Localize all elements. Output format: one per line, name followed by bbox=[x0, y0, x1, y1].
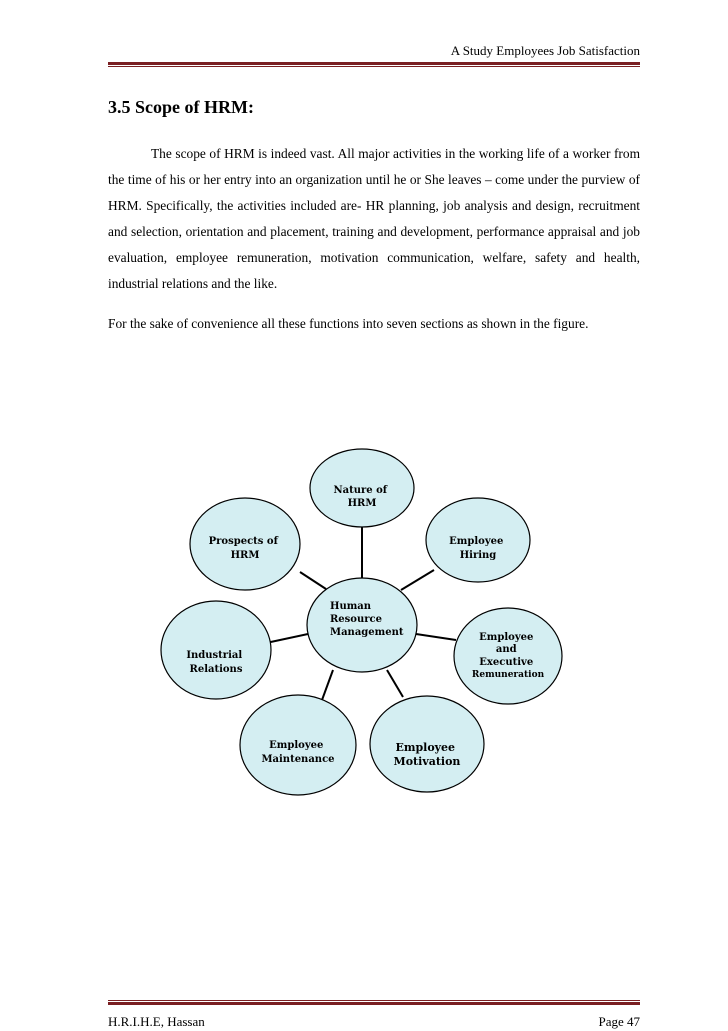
node-industrial-relations bbox=[161, 601, 271, 699]
running-header: A Study Employees Job Satisfaction bbox=[450, 43, 640, 58]
center-node bbox=[307, 578, 417, 672]
node-employee-motivation-label: Employee Motivation bbox=[393, 741, 461, 768]
node-nature-of-hrm-label: Nature of HRM bbox=[333, 485, 388, 509]
node-prospects-of-hrm-label: Prospects of HRM bbox=[208, 536, 278, 561]
connector-hiring bbox=[401, 570, 434, 590]
node-remuneration-shape bbox=[454, 608, 562, 704]
node-employee-motivation bbox=[370, 696, 484, 792]
node-employee-hiring bbox=[426, 498, 530, 582]
connector-relations bbox=[266, 634, 308, 643]
node-industrial-relations-label: Industrial Relations bbox=[186, 650, 243, 675]
connector-maintenance bbox=[322, 670, 333, 700]
center-node-shape bbox=[307, 578, 417, 672]
footer-institution: H.R.I.H.E, Hassan bbox=[108, 1014, 205, 1029]
center-node-label: Human Resource Management bbox=[330, 601, 404, 638]
connector-remuneration bbox=[416, 634, 456, 640]
node-employee-maintenance bbox=[240, 695, 356, 795]
connector-prospects bbox=[300, 572, 326, 589]
scope-paragraph: The scope of HRM is indeed vast. All major activities in the working life of a worker from the time of his or her entry into an organization until he or She leaves – come under the purview of HRM. Specifically, the activities included are- HR planning, job analysis and design, recruitment and selection, orientation and placement, training and development, performance appraisal and job evaluation, employee remuneration, motivation communication, welfare, safety and health, industrial relations and the like. bbox=[108, 146, 640, 291]
node-employee-hiring-label: Employee Hiring bbox=[449, 536, 504, 561]
page-number: Page 47 bbox=[598, 1014, 640, 1029]
node-employee-executive-remuneration bbox=[454, 608, 562, 704]
node-remuneration-label: Employee and Executive Remuneration bbox=[471, 632, 545, 680]
footer-rule-thick bbox=[108, 1002, 640, 1005]
section-title: 3.5 Scope of HRM: bbox=[108, 97, 254, 117]
footer-rule-thin bbox=[108, 1000, 640, 1001]
connector-motivation bbox=[387, 670, 403, 697]
node-employee-maintenance-label: Employee Maintenance bbox=[261, 740, 335, 765]
node-prospects-of-hrm bbox=[190, 498, 300, 590]
node-nature-of-hrm bbox=[310, 449, 414, 527]
convenience-paragraph: For the sake of convenience all these functions into seven sections as shown in the figure. bbox=[108, 316, 589, 331]
